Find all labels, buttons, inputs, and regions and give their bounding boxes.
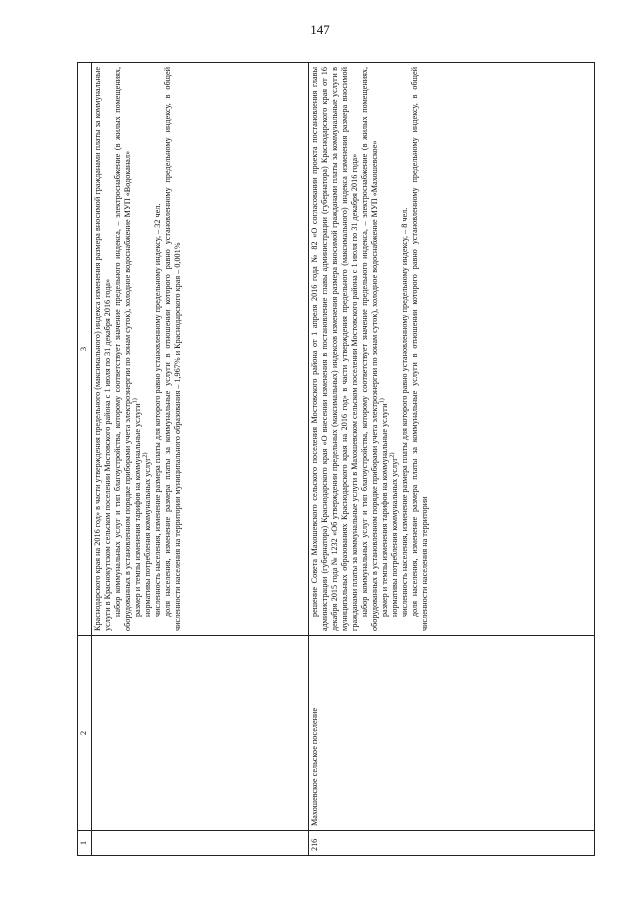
footnote-marker: 2)	[388, 452, 395, 458]
header-col-2: 2	[78, 636, 92, 831]
detail-paragraph	[310, 67, 360, 631]
page-number: 147	[310, 22, 330, 37]
paragraph-text: размер и темпы изменения тарифов на коммунальные услуги	[379, 403, 389, 617]
detail-paragraph	[153, 67, 163, 631]
document-table	[77, 62, 595, 856]
header-col-1: 1	[78, 831, 92, 856]
detail-paragraph	[380, 67, 390, 631]
detail-paragraph	[400, 67, 410, 631]
footnote-marker: 1)	[378, 398, 385, 404]
detail-paragraph	[390, 67, 400, 631]
detail-paragraph	[133, 67, 143, 631]
paragraph-text: доля населения, изменение размера платы за коммунальные услуги в отношении которого равно установленному предельному индексу, в общей численности населения на территории	[409, 67, 429, 631]
paragraph-text: решение Совета Махошевского сельского поселения Мостовского района от 1 апреля 2016 года № 82 «О согласовании проекта постановления главы администрации (губернатора) Краснодарского края «О внесении изменения в постановление главы администрации (губернатора) Краснодарского края от 16 декабря 2015 года № 1232 «Об утверждении предельных (максимальных) индексов изменения размера вносимой гражданами платы за коммунальные услуги в муниципальных образованиях Краснодарского края на 2016 год» в части утверждения предельного (максимального) индекса изменения размера вносимой гражданами платы за коммунальные услуги в Махошевском сельском поселении Мостовского района с 1 июля по 31 декабря 2016 года»	[309, 67, 359, 631]
paragraph-text: размер и темпы изменения тарифов на коммунальные услуги	[133, 403, 142, 617]
detail-paragraph	[143, 67, 153, 631]
detail-paragraph	[113, 67, 133, 631]
paragraph-text: нормативы потребления коммунальных услуг	[143, 457, 152, 617]
paragraph-text: набор коммунальных услуг и тип благоустройства, которому соответствует значение предельного индекса, – электроснабжение (в жилых помещениях, оборудованных в установленном порядке приборами учета электроэнергии по зонам суток), холодное водоснабжение МУП «Водоканал»	[113, 67, 132, 631]
table-frame	[77, 62, 595, 856]
table-row	[92, 63, 309, 856]
table-header-row	[78, 63, 92, 856]
paragraph-text: Краснодарского края на 2016 год» в части утверждения предельного (максимального) индекса изменения размера вносимой гражданами платы за коммунальные услуги в Краснокутском сельском поселении Мостовского района с 1 июля по 31 декабря 2016 года»	[93, 67, 112, 631]
row-number	[92, 831, 309, 856]
paragraph-text: набор коммунальных услуг и тип благоустройства, которому соответствует значение предельного индекса, – электроснабжение (в жилых помещениях, оборудованных в установленном порядке приборами учета электроэнергии по зонам суток), холодное водоснабжение МУП «Махошевское»	[359, 67, 379, 631]
paragraph-text: доля населения, изменение размера платы за коммунальные услуги в отношении которого равно установленному предельному индексу, в общей численности населения на территории муниципального образования – 1,967% и Краснодарского края – 0,001%	[163, 67, 182, 631]
paragraph-text: нормативы потребления коммунальных услуг	[389, 457, 399, 617]
detail-paragraph	[410, 67, 430, 631]
detail-paragraph	[360, 67, 380, 631]
table-row	[308, 63, 594, 856]
row-number: 216	[308, 831, 594, 856]
footnote-marker: 1)	[132, 398, 139, 404]
municipality-name	[92, 636, 309, 831]
paragraph-text: численность населения, изменение размера платы для которого равно установленному предельному индексу, – 32 чел.	[153, 203, 162, 617]
detail-paragraph	[163, 67, 183, 631]
detail-paragraph	[93, 67, 113, 631]
rotated-table-wrapper	[77, 62, 595, 856]
row-details	[308, 63, 594, 636]
municipality-name: Махошевское сельское поселение	[308, 636, 594, 831]
paragraph-text: численность населения, изменение размера платы для которого равно установленному предельному индексу, – 8 чел.	[399, 207, 409, 617]
row-details	[92, 63, 309, 636]
footnote-marker: 2)	[142, 452, 149, 458]
header-col-3: 3	[78, 63, 92, 636]
